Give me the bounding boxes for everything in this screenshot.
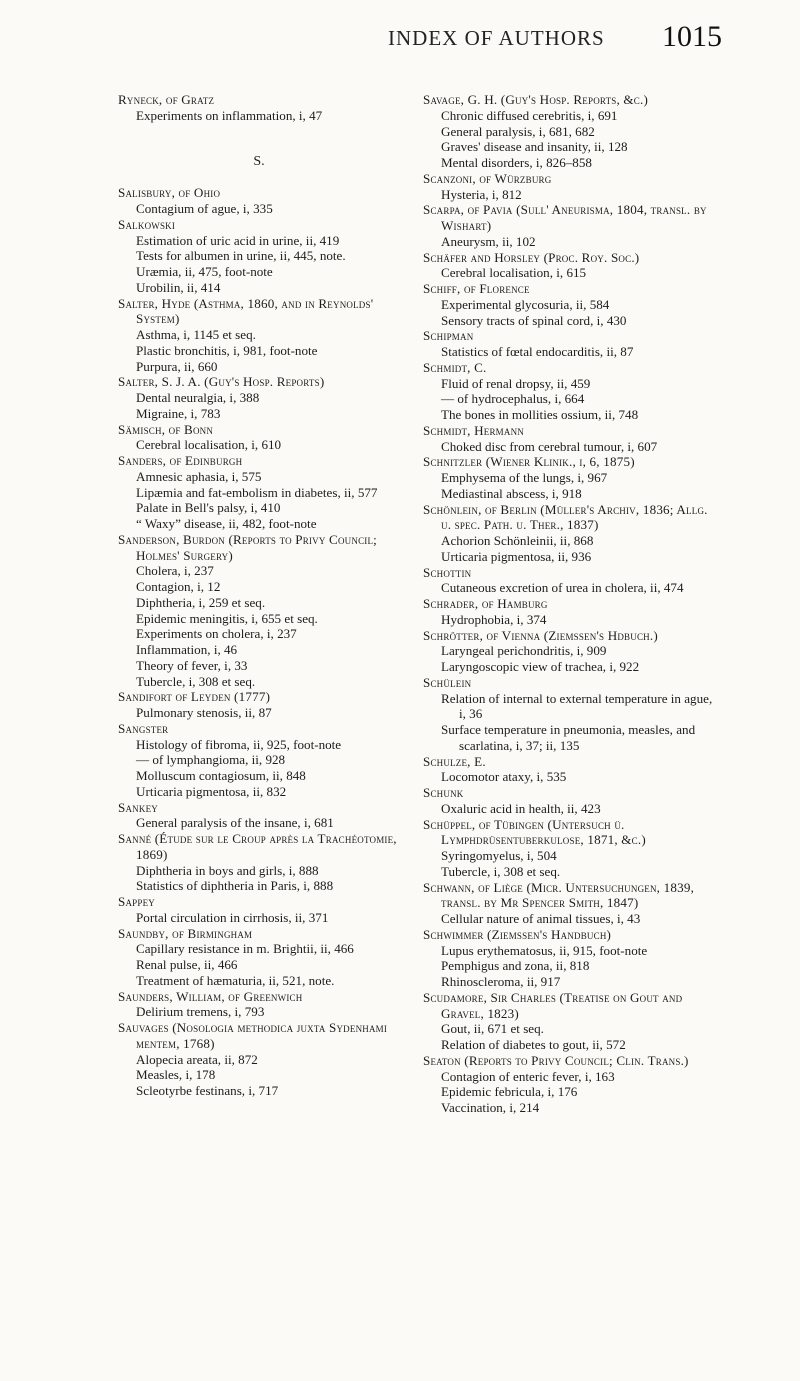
index-subentry: Theory of fever, i, 33 <box>136 657 248 673</box>
index-subentry: Urobilin, ii, 414 <box>136 279 221 295</box>
author-heading: Schäfer and Horsley (Proc. Roy. Soc.) <box>423 249 640 265</box>
author-heading: Sandifort of Leyden (1777) <box>118 689 271 705</box>
index-subentry: Contagium of ague, i, 335 <box>136 201 273 216</box>
index-subentry: Choked disc from cerebral tumour, i, 607 <box>441 438 658 454</box>
index-subentry: Amnesic aphasia, i, 575 <box>136 468 262 484</box>
page-number: 1015 <box>662 20 722 53</box>
index-subentry: Histology of fibroma, ii, 925, foot-note <box>136 736 342 752</box>
index-subentry: General paralysis of the insane, i, 681 <box>136 815 334 831</box>
author-heading: Seaton (Reports to Privy Council; Clin. Trans.) <box>423 1052 689 1068</box>
index-subentry: Mental disorders, i, 826–858 <box>441 155 592 170</box>
index-subentry: Portal circulation in cirrhosis, ii, 371 <box>136 909 329 925</box>
index-subentry: Syringomyelus, i, 504 <box>441 848 557 863</box>
index-subentry: Experiments on cholera, i, 237 <box>136 626 297 642</box>
author-heading: Sappey <box>118 894 155 909</box>
author-heading: Schmidt, C. <box>423 359 487 375</box>
index-subentry: — of hydrocephalus, i, 664 <box>441 391 585 407</box>
running-title: INDEX OF AUTHORS <box>388 26 605 50</box>
author-heading: Salisbury, of Ohio <box>118 185 221 201</box>
index-subentry: Delirium tremens, i, 793 <box>136 1004 265 1020</box>
author-heading: Scarpa, of Pavia (Sull' Aneurisma, 1804, transl. by Wishart) <box>423 202 707 233</box>
index-subentry: Hysteria, i, 812 <box>441 186 522 202</box>
author-heading: Scanzoni, of Würzburg <box>423 170 552 186</box>
author-heading: Schnitzler (Wiener Klinik., i, 6, 1875) <box>423 454 635 470</box>
index-subentry: Purpura, ii, 660 <box>136 358 218 374</box>
index-subentry: Plastic bronchitis, i, 981, foot-note <box>136 342 318 358</box>
index-subentry: Urticaria pigmentosa, ii, 832 <box>136 783 287 799</box>
index-subentry: Tubercle, i, 308 et seq. <box>441 863 561 879</box>
index-subentry: Laryngoscopic view of trachea, i, 922 <box>441 659 640 674</box>
author-heading: Scudamore, Sir Charles (Treatise on Gout and Gravel, 1823) <box>423 989 683 1021</box>
author-heading: Schwann, of Liège (Micr. Untersuchungen, 1839, transl. by Mr Spencer Smith, 1847) <box>423 879 695 911</box>
index-subentry: Epidemic meningitis, i, 655 et seq. <box>136 610 318 626</box>
index-subentry: Graves' disease and insanity, ii, 128 <box>441 139 628 155</box>
index-subentry: Experimental glycosuria, ii, 584 <box>441 296 610 312</box>
author-heading: Salter, S. J. A. (Guy's Hosp. Reports) <box>118 374 325 390</box>
index-subentry: Alopecia areata, ii, 872 <box>136 1051 258 1067</box>
index-subentry: Cerebral localisation, i, 615 <box>441 265 587 281</box>
author-heading: Sämisch, of Bonn <box>118 421 214 437</box>
index-subentry: Tubercle, i, 308 et seq. <box>136 673 256 689</box>
author-heading: Schrötter, of Vienna (Ziemssen's Hdbuch.) <box>423 627 658 643</box>
index-subentry: Lupus erythematosus, ii, 915, foot-note <box>441 942 648 958</box>
index-subentry: Locomotor ataxy, i, 535 <box>441 769 567 785</box>
author-heading: Salkowski <box>118 216 176 232</box>
index-subentry: Statistics of diphtheria in Paris, i, 888 <box>136 878 334 894</box>
index-subentry: Cutaneous excretion of urea in cholera, ii, 474 <box>441 580 684 596</box>
index-subentry: Lipæmia and fat-embolism in diabetes, ii, 577 <box>136 484 378 500</box>
author-heading: Sanderson, Burdon (Reports to Privy Council; Holmes' Surgery) <box>118 531 378 563</box>
index-subentry: Chronic diffused cerebritis, i, 691 <box>441 107 618 123</box>
author-heading: Schrader, of Hamburg <box>423 596 548 611</box>
index-subentry: Sensory tracts of spinal cord, i, 430 <box>441 312 627 328</box>
index-subentry: Laryngeal perichondritis, i, 909 <box>441 643 607 659</box>
author-heading: Schwimmer (Ziemssen's Handbuch) <box>423 926 612 942</box>
index-column-left <box>118 92 400 1099</box>
author-heading: Schottin <box>423 564 472 580</box>
index-subentry: Migraine, i, 783 <box>136 405 221 421</box>
author-heading: Schipman <box>423 328 474 344</box>
author-heading: Schunk <box>423 785 464 800</box>
index-subentry: Palate in Bell's palsy, i, 410 <box>136 500 281 516</box>
index-subentry: Contagion of enteric fever, i, 163 <box>441 1068 615 1084</box>
index-subentry: Emphysema of the lungs, i, 967 <box>441 470 608 485</box>
index-subentry: Molluscum contagiosum, ii, 848 <box>136 768 306 783</box>
index-subentry: General paralysis, i, 681, 682 <box>441 123 595 139</box>
index-subentry: Dental neuralgia, i, 388 <box>136 390 260 405</box>
index-subentry: Statistics of fœtal endocarditis, ii, 87 <box>441 344 634 359</box>
index-subentry: Rhinoscleroma, ii, 917 <box>441 974 561 989</box>
index-subentry: Achorion Schönleinii, ii, 868 <box>441 533 594 548</box>
index-subentry: Treatment of hæmaturia, ii, 521, note. <box>136 972 335 988</box>
author-heading: Schmidt, Hermann <box>423 422 524 438</box>
author-heading: Sangster <box>118 720 169 736</box>
index-subentry: — of lymphangioma, ii, 928 <box>136 752 286 768</box>
section-letter: S. <box>253 153 265 169</box>
index-subentry: Gout, ii, 671 et seq. <box>441 1021 544 1037</box>
index-column-right <box>423 92 713 1116</box>
index-subentry: Inflammation, i, 46 <box>136 642 238 657</box>
index-subentry: Surface temperature in pneumonia, measles, and scarlatina, i, 37; ii, 135 <box>441 722 696 753</box>
index-subentry: Relation of internal to external temperature in ague, i, 36 <box>441 690 713 722</box>
index-subentry: The bones in mollities ossium, ii, 748 <box>441 407 639 422</box>
index-subentry: Cholera, i, 237 <box>136 563 214 579</box>
index-subentry: Measles, i, 178 <box>136 1067 216 1083</box>
author-heading: Saunders, William, of Greenwich <box>118 988 303 1004</box>
index-subentry: Estimation of uric acid in urine, ii, 419 <box>136 232 340 248</box>
index-subentry: Cerebral localisation, i, 610 <box>136 437 282 453</box>
author-heading: Sanné (Étude sur le Croup après la Trachéotomie, 1869) <box>118 831 397 862</box>
index-subentry: Pemphigus and zona, ii, 818 <box>441 958 590 974</box>
author-heading: Salter, Hyde (Asthma, 1860, and in Reynolds' System) <box>118 295 374 327</box>
index-subentry: Renal pulse, ii, 466 <box>136 957 238 972</box>
index-subentry: Vaccination, i, 214 <box>441 1100 540 1115</box>
index-subentry: Hydrophobia, i, 374 <box>441 611 547 627</box>
author-heading: Saundby, of Birmingham <box>118 925 253 941</box>
author-heading: Ryneck, of Gratz <box>118 92 215 107</box>
index-subentry: “ Waxy” disease, ii, 482, foot-note <box>136 516 317 531</box>
author-heading: Schülein <box>423 674 472 690</box>
index-subentry: Scleotyrbe festinans, i, 717 <box>136 1083 279 1098</box>
index-subentry: Diphtheria, i, 259 et seq. <box>136 594 266 610</box>
index-subentry: Pulmonary stenosis, ii, 87 <box>136 705 272 720</box>
author-heading: Schönlein, of Berlin (Müller's Archiv, 1836; Allg. u. spec. Path. u. Ther., 1837) <box>423 501 708 533</box>
index-subentry: Relation of diabetes to gout, ii, 572 <box>441 1037 626 1052</box>
index-subentry: Diphtheria in boys and girls, i, 888 <box>136 862 319 878</box>
author-heading: Schiff, of Florence <box>423 281 530 296</box>
author-heading: Sankey <box>118 799 158 815</box>
author-heading: Savage, G. H. (Guy's Hosp. Reports, &c.) <box>423 92 649 107</box>
index-subentry: Oxaluric acid in health, ii, 423 <box>441 800 601 816</box>
index-subentry: Urticaria pigmentosa, ii, 936 <box>441 548 592 564</box>
index-subentry: Tests for albumen in urine, ii, 445, note. <box>136 248 346 264</box>
index-subentry: Asthma, i, 1145 et seq. <box>136 327 256 342</box>
index-subentry: Uræmia, ii, 475, foot-note <box>136 264 273 279</box>
author-heading: Schüppel, of Tübingen (Untersuch ü. Lymphdrüsentuberkulose, 1871, &c.) <box>423 816 646 848</box>
author-heading: Sanders, of Edinburgh <box>118 453 243 468</box>
index-subentry: Epidemic febricula, i, 176 <box>441 1084 578 1100</box>
page-header <box>0 20 800 60</box>
index-subentry: Cellular nature of animal tissues, i, 43 <box>441 911 641 926</box>
author-heading: Schulze, E. <box>423 753 486 769</box>
index-subentry: Mediastinal abscess, i, 918 <box>441 485 582 501</box>
index-subentry: Capillary resistance in m. Brightii, ii, 466 <box>136 941 354 957</box>
author-heading: Sauvages (Nosologia methodica juxta Sydenhami mentem, 1768) <box>118 1020 388 1051</box>
index-subentry: Contagion, i, 12 <box>136 579 221 594</box>
index-subentry: Aneurysm, ii, 102 <box>441 233 536 249</box>
index-subentry: Experiments on inflammation, i, 47 <box>136 107 323 123</box>
index-subentry: Fluid of renal dropsy, ii, 459 <box>441 375 591 391</box>
